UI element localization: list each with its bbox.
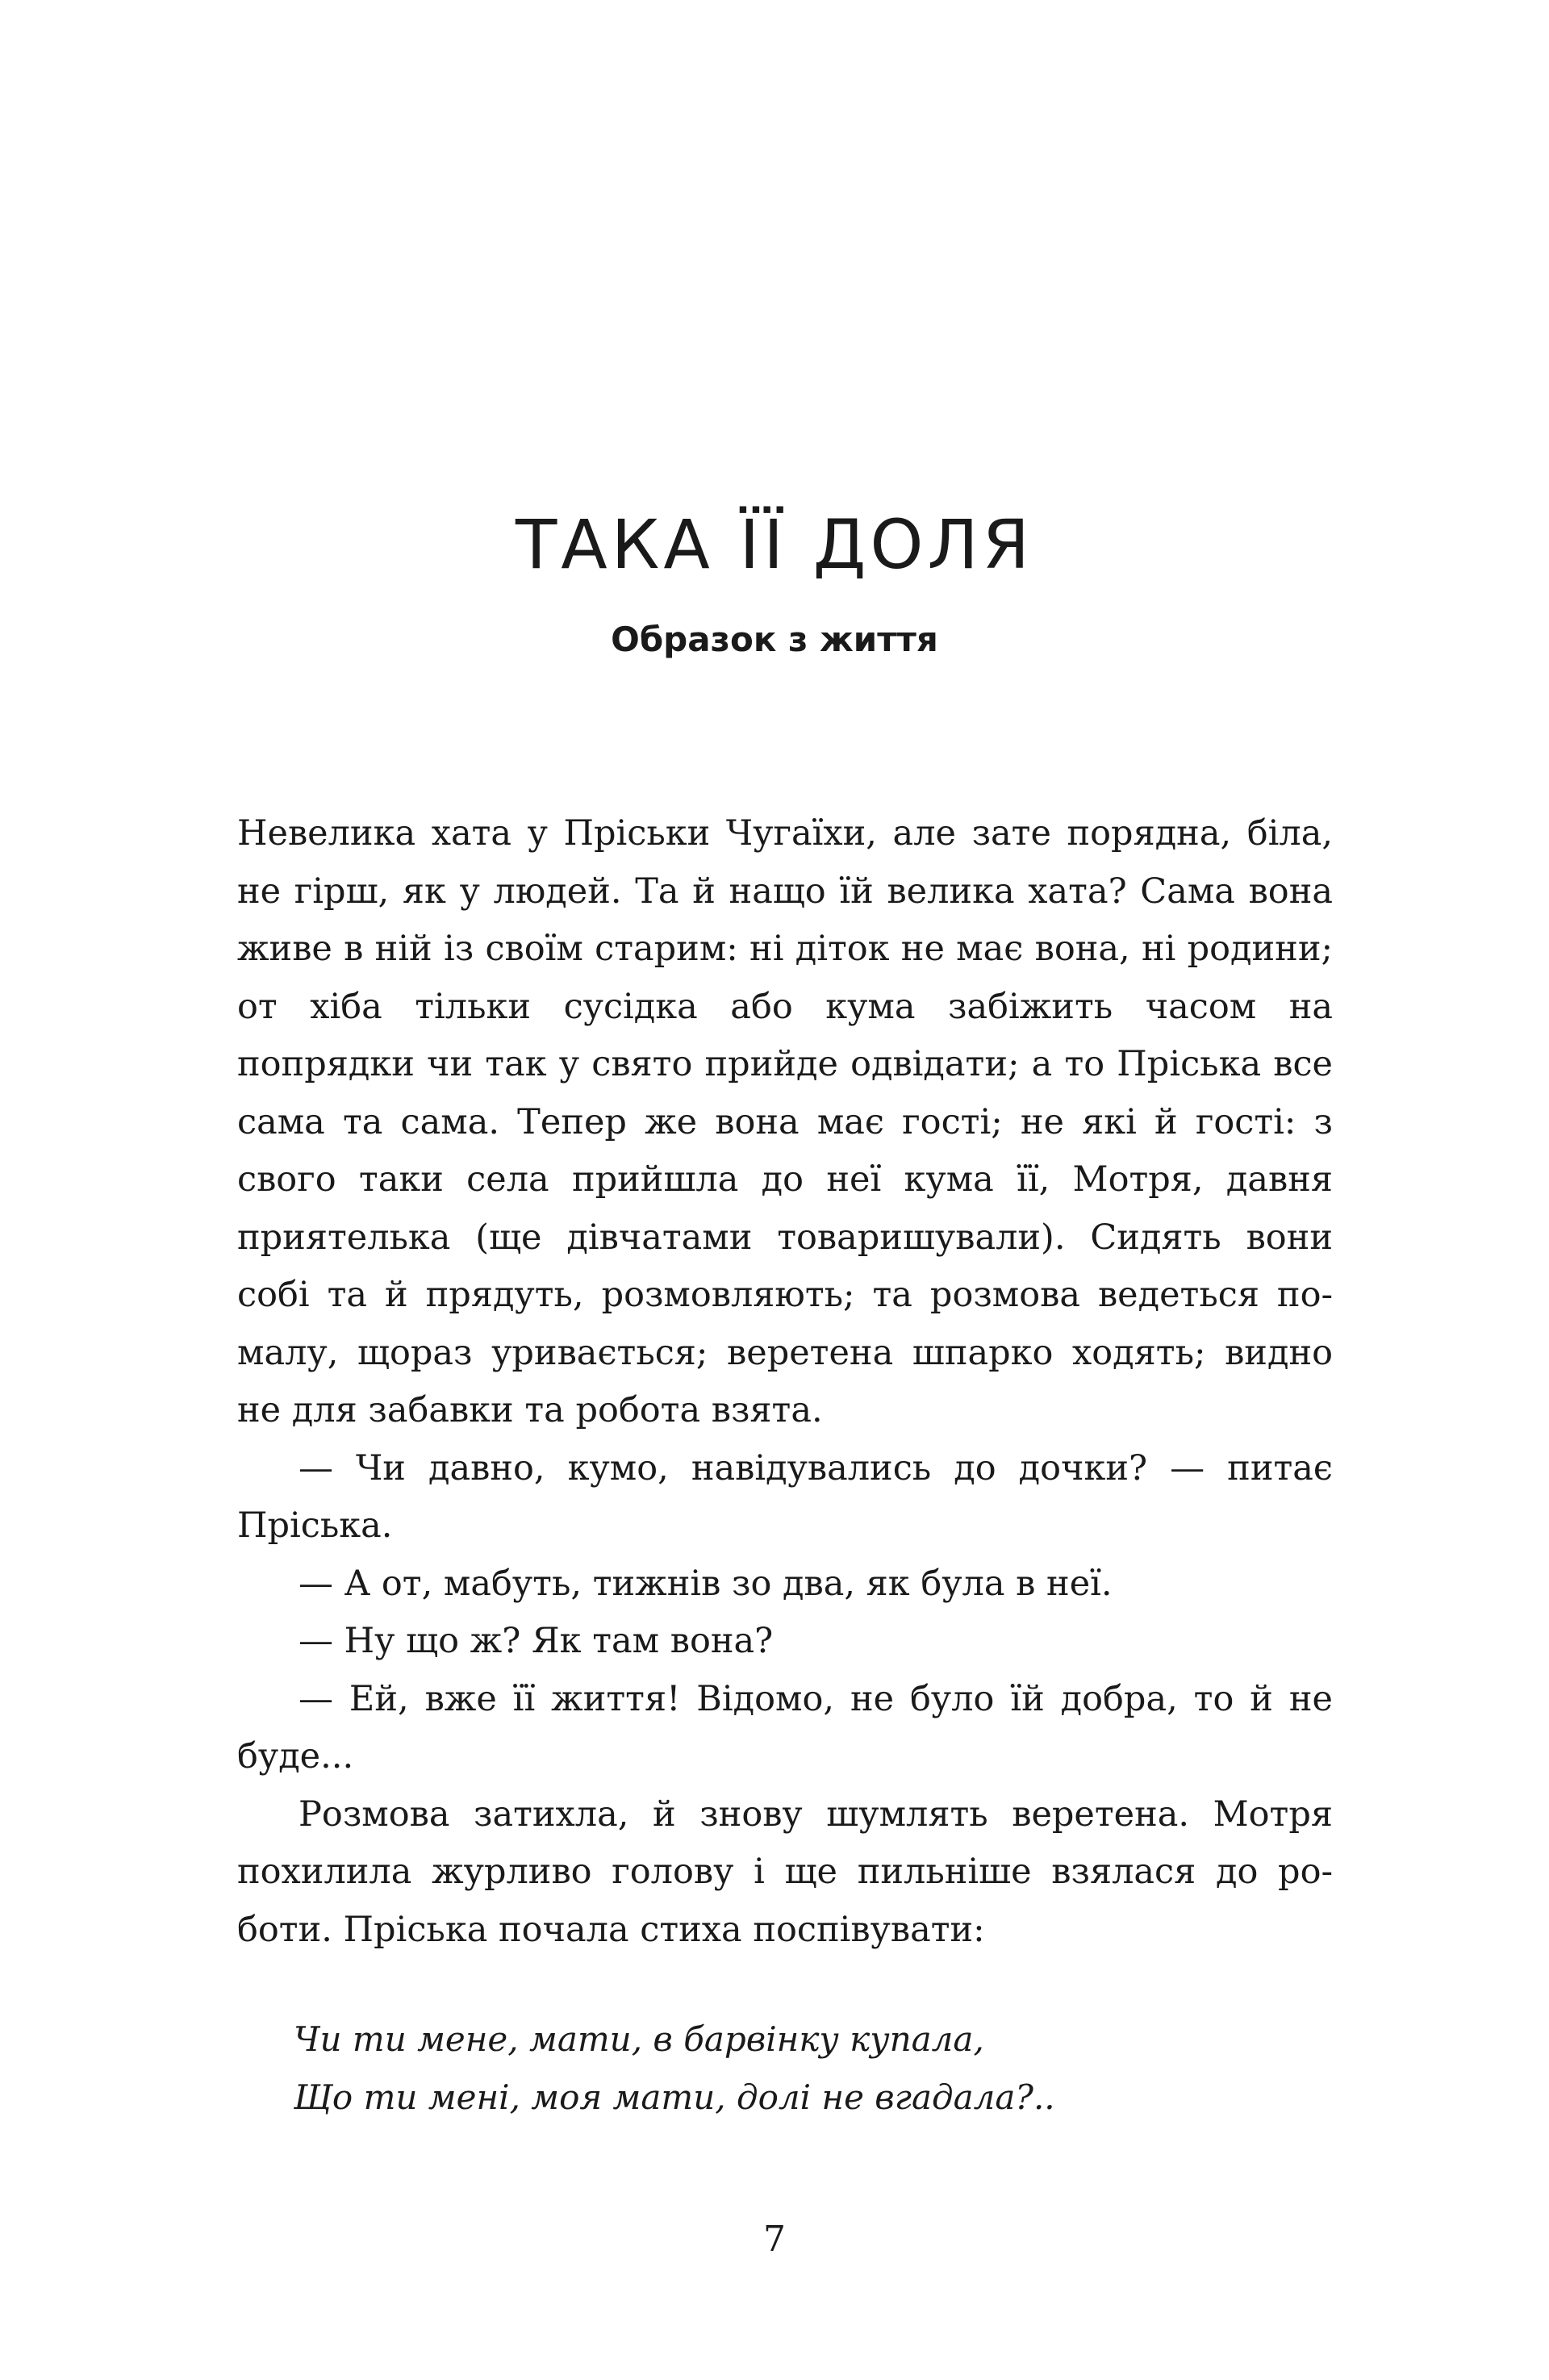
verse-line: Що ти мені, моя мати, долі не вгадала?.. [294,2077,1055,2117]
chapter-subtitle: Образок з життя [611,620,938,659]
verse-block [294,2010,1342,2127]
paragraph: Невелика хата у Пріськи Чугаїхи, але зате порядна, біла, не гірш, як у людей. Та й нащо їй велика хата? Сама вона живе в ній із своїм старим: ні діток не має вона, ні родини; от хіба тільки сусідка або кума забіжить часом на попрядки чи так у свято прийде одвідати; а то Пріська все сама та сама. Тепер же вона має гості; не які й гості: з свого таки села прийшла до неї кума її, Мотря, давня приятелька (ще дівчатами товаришували). Сидять вони собі та й прядуть, розмовляють; та розмова ведеться помалу, щораз уривається; веретена шпарко ходять; видно не для забавки та робота взята. [237,813,1333,1430]
verse-line: Чи ти мене, мати, в барвінку купала, [294,2019,984,2059]
chapter-title: ТАКА ЇЇ ДОЛЯ [515,505,1034,584]
dialogue-line: — Ну що ж? Як там вона? [299,1621,774,1661]
dialogue-line: — А от, мабуть, тижнів зо два, як була в неї. [299,1563,1113,1604]
page-number: 7 [763,2219,786,2260]
dialogue-line: — Ей, вже її життя! Відомо, не було їй добра, то й не буде... [237,1678,1333,1777]
dialogue-line: — Чи давно, кумо, навідувались до дочки? — питає Пріська. [237,1447,1333,1546]
body-text [237,805,1333,1959]
paragraph: Розмова затихла, й знову шумлять веретена. Мотря похилила журливо голову і ще пильніше взялася до роботи. Пріська почала стиха поспівувати: [237,1793,1333,1950]
